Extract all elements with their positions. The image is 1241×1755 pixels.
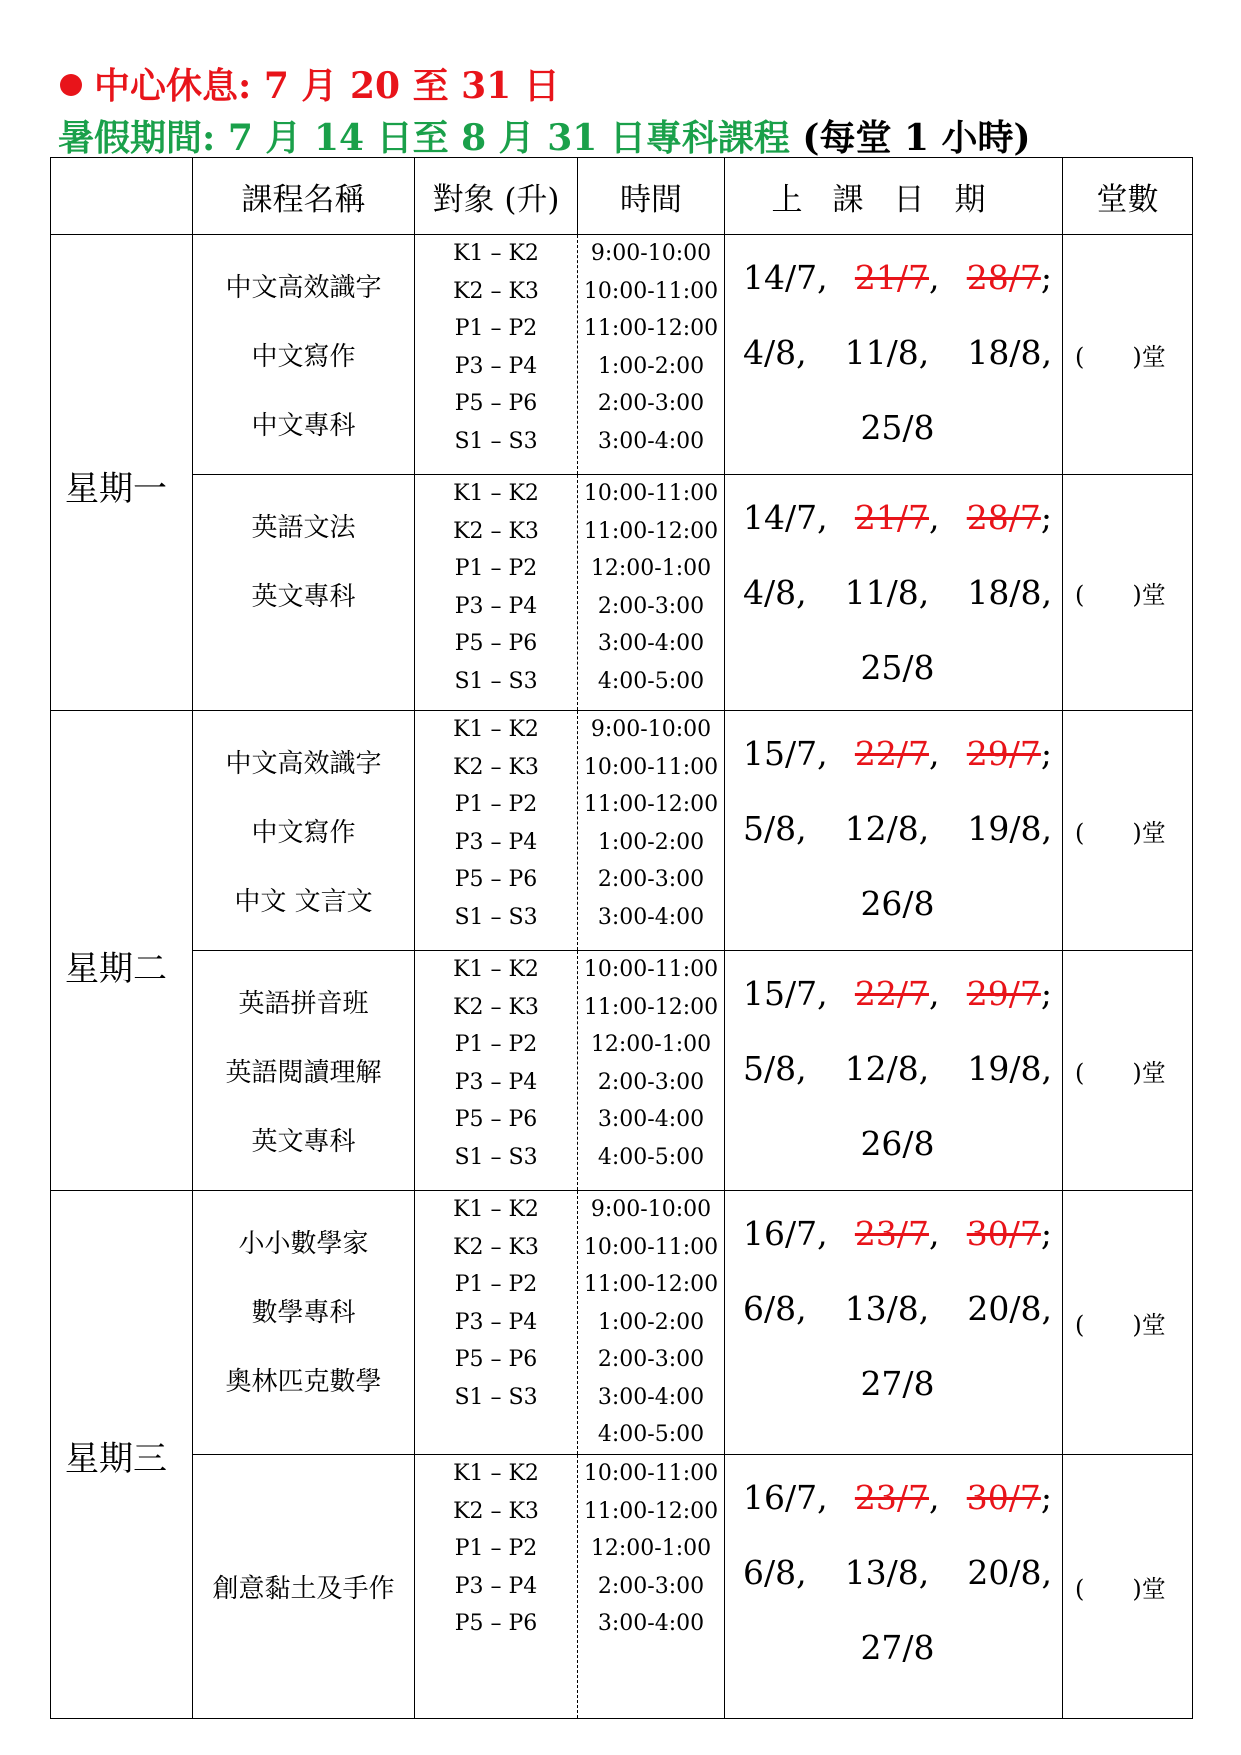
date-cancelled-wrap: 28/7;	[966, 498, 1052, 537]
date: 11/8,	[844, 573, 930, 612]
course-name: 中文專科	[251, 411, 356, 441]
course-name: 中文寫作	[251, 818, 356, 848]
lesson-count-field[interactable]: ( )堂	[1075, 1575, 1166, 1603]
lesson-count-field[interactable]: ( )堂	[1075, 1059, 1166, 1087]
day-label: 星期一	[65, 469, 167, 509]
lesson-count-cell	[1063, 951, 1193, 1191]
time-slot: 9:00-10:00	[590, 1197, 712, 1222]
target-level: P1 – P2	[454, 1272, 538, 1297]
dates-row	[743, 1111, 1052, 1186]
target-cell	[415, 1455, 578, 1719]
time-slot: 3:00-4:00	[597, 1384, 705, 1410]
date-cancelled-wrap: 23/7,	[854, 1478, 940, 1517]
target-level: P5 – P6	[454, 391, 538, 416]
date: 20/8,	[967, 1553, 1052, 1592]
target-level: P1 – P2	[454, 316, 538, 341]
course-name: 英語文法	[251, 513, 356, 543]
lesson-count-cell	[1063, 711, 1193, 951]
target-cell	[415, 235, 578, 475]
date: 13/8,	[844, 1553, 930, 1592]
target-level: P5 – P6	[454, 1107, 538, 1132]
target-level: K1 – K2	[453, 481, 539, 506]
header-target: 對象 (升)	[415, 158, 578, 235]
time-cell	[578, 1455, 725, 1719]
dates-cell	[725, 235, 1063, 475]
lesson-count-cell	[1063, 235, 1193, 475]
dates-row	[743, 1036, 1052, 1111]
target-level: K2 – K3	[453, 1498, 539, 1524]
date: 5/8,	[743, 809, 807, 848]
target-level: P3 – P4	[454, 1069, 538, 1095]
course-name: 英語閱讀理解	[225, 1058, 382, 1088]
date-cancelled: 23/7	[854, 1214, 929, 1253]
time-slot: 1:00-2:00	[597, 1309, 705, 1335]
dates-row	[743, 1465, 1052, 1540]
time-slot: 11:00-12:00	[583, 1498, 719, 1524]
target-level: K2 – K3	[453, 278, 539, 304]
target-cell	[415, 711, 578, 951]
course-names-cell	[193, 1191, 415, 1455]
date-cancelled: 29/7	[966, 734, 1041, 773]
date: 4/8,	[743, 573, 807, 612]
date: 6/8,	[743, 1553, 807, 1592]
course-block-row	[51, 711, 1193, 951]
lesson-count-cell	[1063, 1191, 1193, 1455]
course-names-cell	[193, 475, 415, 711]
dates-cell	[725, 1455, 1063, 1719]
date: 6/8,	[743, 1289, 807, 1328]
date: 19/8,	[967, 809, 1052, 848]
lesson-count-field[interactable]: ( )堂	[1075, 343, 1166, 371]
date-cancelled: 22/7	[854, 734, 929, 773]
time-slot: 1:00-2:00	[597, 353, 705, 379]
dates-row	[743, 245, 1052, 320]
time-slot: 10:00-11:00	[583, 1461, 719, 1486]
dates-row	[743, 1276, 1052, 1351]
date: 27/8	[860, 1628, 935, 1667]
date-cancelled-wrap: 30/7;	[966, 1214, 1052, 1253]
date-cancelled: 22/7	[854, 974, 929, 1013]
time-cell	[578, 1191, 725, 1455]
dates-row	[743, 796, 1052, 871]
date: 5/8,	[743, 1049, 807, 1088]
target-level: K2 – K3	[453, 518, 539, 544]
target-level: P5 – P6	[454, 1347, 538, 1372]
day-cell	[51, 235, 193, 711]
date-cancelled-wrap: 22/7,	[854, 734, 940, 773]
target-level: K1 – K2	[453, 1461, 539, 1486]
date-cancelled-wrap: 22/7,	[854, 974, 940, 1013]
date-cancelled: 21/7	[854, 258, 929, 297]
target-cell	[415, 475, 578, 711]
lesson-count-field[interactable]: ( )堂	[1075, 581, 1166, 609]
course-name: 創意黏土及手作	[212, 1574, 395, 1604]
course-name: 中文高效識字	[225, 749, 382, 779]
day-cell	[51, 1191, 193, 1719]
target-level: P3 – P4	[454, 1573, 538, 1599]
dates-cell	[725, 475, 1063, 711]
target-level: K1 – K2	[453, 957, 539, 982]
date-cancelled-wrap: 30/7;	[966, 1478, 1052, 1517]
course-names-cell	[193, 951, 415, 1191]
time-slot: 2:00-3:00	[597, 1573, 705, 1599]
course-name: 英語拼音班	[238, 989, 369, 1019]
dates-row	[743, 1615, 1052, 1690]
date-cancelled-wrap: 29/7;	[966, 974, 1052, 1013]
center-closed-notice	[60, 58, 560, 109]
course-name: 數學專科	[251, 1298, 356, 1328]
date: 27/8	[860, 1364, 935, 1403]
date-cancelled-wrap: 29/7;	[966, 734, 1052, 773]
date: 26/8	[860, 884, 935, 923]
date: 18/8,	[967, 333, 1052, 372]
target-level: K1 – K2	[453, 1197, 539, 1222]
course-names-cell	[193, 1455, 415, 1719]
per-lesson-text: (每堂 1 小時)	[802, 117, 1031, 159]
target-level: P1 – P2	[454, 792, 538, 817]
target-level: P1 – P2	[454, 1536, 538, 1561]
lesson-count-cell	[1063, 475, 1193, 711]
dates-row	[743, 961, 1052, 1036]
date: 26/8	[860, 1124, 935, 1163]
target-level: K2 – K3	[453, 754, 539, 780]
time-slot: 12:00-1:00	[590, 556, 712, 581]
target-level: P3 – P4	[454, 1309, 538, 1335]
target-level: P3 – P4	[454, 353, 538, 379]
target-level: S1 – S3	[454, 1144, 538, 1170]
dates-cell	[725, 1191, 1063, 1455]
target-level: P1 – P2	[454, 1032, 538, 1057]
time-slot: 9:00-10:00	[590, 717, 712, 742]
course-names-cell	[193, 235, 415, 475]
date-cancelled-wrap: 23/7,	[854, 1214, 940, 1253]
time-slot: 10:00-11:00	[583, 278, 719, 304]
time-slot: 3:00-4:00	[597, 1107, 705, 1132]
date-cancelled-wrap: 28/7;	[966, 258, 1052, 297]
lesson-count-field[interactable]: ( )堂	[1075, 819, 1166, 847]
target-level: S1 – S3	[454, 428, 538, 454]
day-label: 星期二	[65, 949, 167, 989]
time-slot: 4:00-5:00	[597, 668, 705, 694]
date: 25/8	[860, 408, 935, 447]
dates-row	[743, 1201, 1052, 1276]
date: 12/8,	[844, 809, 930, 848]
time-slot: 3:00-4:00	[597, 631, 705, 656]
date: 16/7,	[743, 1478, 828, 1517]
date-cancelled-wrap: 21/7,	[854, 498, 940, 537]
course-name: 奧林匹克數學	[225, 1367, 382, 1397]
date: 20/8,	[967, 1289, 1052, 1328]
day-label: 星期三	[65, 1439, 167, 1479]
time-slot: 11:00-12:00	[583, 518, 719, 544]
dates-cell	[725, 951, 1063, 1191]
target-level: P5 – P6	[454, 631, 538, 656]
time-cell	[578, 475, 725, 711]
course-block-row	[51, 1455, 1193, 1719]
time-slot: 1:00-2:00	[597, 829, 705, 855]
target-level: P1 – P2	[454, 556, 538, 581]
header-row	[51, 158, 1193, 235]
center-closed-text: 中心休息: 7 月 20 至 31 日	[94, 65, 560, 107]
target-level: K1 – K2	[453, 241, 539, 266]
target-level: S1 – S3	[454, 668, 538, 694]
time-slot: 12:00-1:00	[590, 1536, 712, 1561]
time-slot: 10:00-11:00	[583, 957, 719, 982]
course-block-row	[51, 235, 1193, 475]
date: 25/8	[860, 648, 935, 687]
schedule-table	[50, 157, 1193, 1719]
date: 4/8,	[743, 333, 807, 372]
date: 15/7,	[743, 734, 828, 773]
time-slot: 3:00-4:00	[597, 904, 705, 930]
date: 19/8,	[967, 1049, 1052, 1088]
target-cell	[415, 1191, 578, 1455]
time-slot: 2:00-3:00	[597, 593, 705, 619]
time-slot: 2:00-3:00	[597, 1347, 705, 1372]
date: 18/8,	[967, 573, 1052, 612]
target-level: P5 – P6	[454, 867, 538, 892]
date: 12/8,	[844, 1049, 930, 1088]
course-block-row	[51, 1191, 1193, 1455]
dates-row	[743, 560, 1052, 635]
summer-period-text: 暑假期間: 7 月 14 日至 8 月 31 日專科課程	[58, 117, 790, 159]
time-slot: 12:00-1:00	[590, 1032, 712, 1057]
header-time: 時間	[578, 158, 725, 235]
date: 13/8,	[844, 1289, 930, 1328]
date-cancelled: 29/7	[966, 974, 1041, 1013]
time-slot: 2:00-3:00	[597, 1069, 705, 1095]
time-cell	[578, 711, 725, 951]
time-slot: 4:00-5:00	[597, 1144, 705, 1170]
time-slot: 11:00-12:00	[583, 1272, 719, 1297]
date: 15/7,	[743, 974, 828, 1013]
dates-row	[743, 485, 1052, 560]
time-slot: 3:00-4:00	[597, 428, 705, 454]
course-block-row	[51, 951, 1193, 1191]
dates-row	[743, 871, 1052, 946]
date: 14/7,	[743, 258, 828, 297]
target-level: K2 – K3	[453, 1234, 539, 1260]
date: 16/7,	[743, 1214, 828, 1253]
target-level: K1 – K2	[453, 717, 539, 742]
time-slot: 11:00-12:00	[583, 792, 719, 817]
date: 11/8,	[844, 333, 930, 372]
course-name: 中文高效識字	[225, 273, 382, 303]
date-cancelled: 30/7	[966, 1214, 1041, 1253]
dates-row	[743, 721, 1052, 796]
time-slot: 11:00-12:00	[583, 316, 719, 341]
time-cell	[578, 951, 725, 1191]
date-cancelled: 21/7	[854, 498, 929, 537]
date-cancelled-wrap: 21/7,	[854, 258, 940, 297]
time-slot: 10:00-11:00	[583, 1234, 719, 1260]
header-count: 堂數	[1063, 158, 1193, 235]
time-slot: 10:00-11:00	[583, 481, 719, 506]
course-name: 中文寫作	[251, 342, 356, 372]
course-name: 小小數學家	[238, 1229, 369, 1259]
time-slot: 11:00-12:00	[583, 994, 719, 1020]
target-level: S1 – S3	[454, 1384, 538, 1410]
dates-cell	[725, 711, 1063, 951]
target-level: K2 – K3	[453, 994, 539, 1020]
dates-row	[743, 1540, 1052, 1615]
time-slot: 9:00-10:00	[590, 241, 712, 266]
header-course: 課程名稱	[193, 158, 415, 235]
date-cancelled: 28/7	[966, 258, 1041, 297]
dates-row	[743, 635, 1052, 710]
course-name: 英文專科	[251, 1127, 356, 1157]
lesson-count-field[interactable]: ( )堂	[1075, 1311, 1166, 1339]
header-dates: 上課日期	[725, 158, 1063, 235]
time-slot: 10:00-11:00	[583, 754, 719, 780]
target-level: P3 – P4	[454, 593, 538, 619]
time-slot: 4:00-5:00	[597, 1422, 705, 1447]
time-cell	[578, 235, 725, 475]
bullet-dot-icon	[60, 74, 82, 96]
target-level: S1 – S3	[454, 904, 538, 930]
target-level: P5 – P6	[454, 1611, 538, 1636]
time-slot: 3:00-4:00	[597, 1611, 705, 1636]
time-slot: 2:00-3:00	[597, 391, 705, 416]
dates-row	[743, 320, 1052, 395]
header-day	[51, 158, 193, 235]
date-cancelled: 23/7	[854, 1478, 929, 1517]
date-cancelled: 28/7	[966, 498, 1041, 537]
target-level: P3 – P4	[454, 829, 538, 855]
course-block-row	[51, 475, 1193, 711]
day-cell	[51, 711, 193, 1191]
time-slot: 2:00-3:00	[597, 867, 705, 892]
course-name: 英文專科	[251, 582, 356, 612]
dates-row	[743, 1351, 1052, 1426]
date: 14/7,	[743, 498, 828, 537]
course-names-cell	[193, 711, 415, 951]
summer-period-notice	[58, 110, 1031, 161]
date-cancelled: 30/7	[966, 1478, 1041, 1517]
course-name: 中文 文言文	[234, 887, 373, 917]
lesson-count-cell	[1063, 1455, 1193, 1719]
target-cell	[415, 951, 578, 1191]
dates-row	[743, 395, 1052, 470]
